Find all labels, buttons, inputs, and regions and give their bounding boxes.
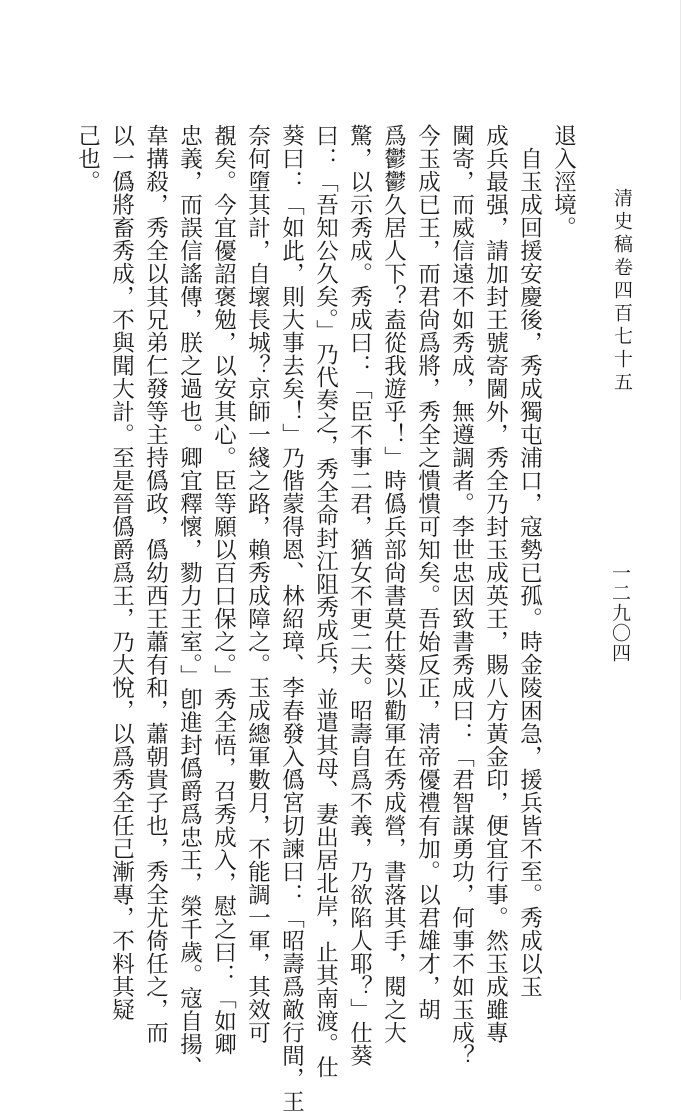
text-column-11: 覩矣。今宜優詔褒勉，以安其心。臣等願以百口保之。」秀全悟，召秀成入，慰之曰：「如卿 bbox=[210, 124, 237, 1056]
text-column-6: 爲鬱鬱久居人下？盍從我遊乎！」時僞兵部尙書莫仕葵以勸軍在秀成營，書落其手，閱之大 bbox=[380, 124, 407, 1044]
text-column-9: 葵曰：「如此，則大事去矣！」乃偕蒙得恩、林紹璋、李春發入僞宮切諫曰：「昭壽爲敵行間，王 bbox=[278, 124, 305, 1113]
text-column-10: 奈何墮其計，自壞長城？京師一綫之路，賴秀成障之。玉成總軍數月，不能調一軍，其效可 bbox=[244, 124, 271, 1044]
text-column-13: 韋搆殺，秀全以其兄弟仁發等主持僞政，僞幼西王蕭有和，蕭朝貴子也，秀全尤倚任之，而 bbox=[142, 124, 169, 1044]
text-column-5: 今玉成已王，而君尙爲將，秀全之憒憒可知矣。吾始反正，淸帝優禮有加。以君雄才，胡 bbox=[414, 124, 441, 1021]
text-column-15: 己也。 bbox=[74, 124, 101, 193]
text-column-7: 驚，以示秀成。秀成曰：「臣不事二君，猶女不更二夫。昭壽自爲不義，乃欲陷人耶？」仕葵 bbox=[346, 124, 373, 1067]
text-column-12: 忠義，而誤信謠傳，朕之過也。卿宜釋懷，勠力王室。」卽進封僞爵爲忠王，榮千歲。寇自揚、 bbox=[176, 124, 203, 1079]
text-column-8: 曰：「吾知公久矣。」乃代奏之，秀全命封江阻秀成兵，並遣其母、妻出居北岸，止其南渡。仕 bbox=[312, 124, 339, 1079]
page-number: 一二九〇四 bbox=[609, 563, 631, 663]
text-column-3: 成兵最强，請加封王號寄閫外，秀全乃封玉成英王，賜八方黃金印，便宜行事。然玉成雖專 bbox=[482, 124, 509, 1044]
running-header: 清史稿卷四百七十五 bbox=[611, 188, 633, 395]
text-column-2: 自玉成回援安慶後，秀成獨屯浦口，寇勢已孤。時金陵困急，援兵皆不至。秀成以玉 bbox=[516, 124, 543, 998]
text-column-14: 以一僞將畜秀成，不與聞大計。至是晉僞爵爲王，乃大悅，以爲秀全任己漸專，不料其疑 bbox=[108, 124, 135, 1021]
text-column-1: 退入涇境。 bbox=[550, 124, 577, 239]
text-column-4: 閫寄，而威信遠不如秀成，無遵調者。李世忠因致書秀成曰：「君智謀勇功，何事不如玉成？ bbox=[448, 124, 475, 1067]
